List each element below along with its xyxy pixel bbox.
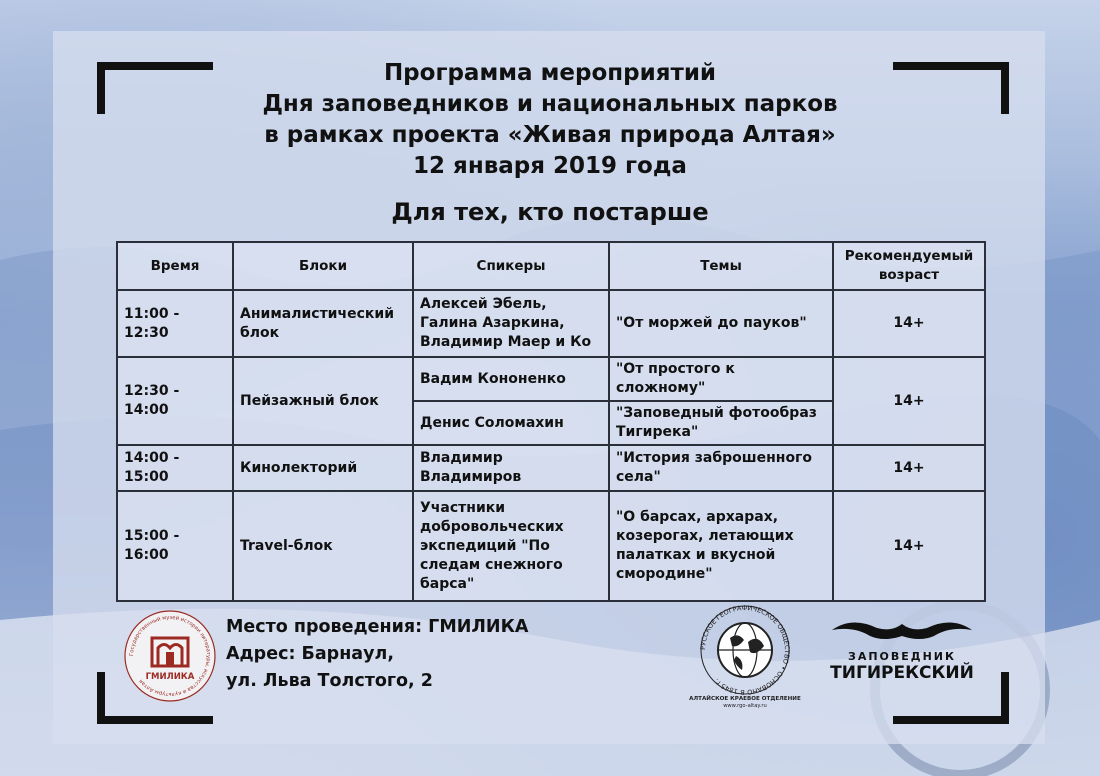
row-block: Travel-блок [233,491,413,601]
header-block: Блоки [233,242,413,290]
svg-text:Государственный музей истории: Государственный музей истории литературы, искусства и культуры Алтая [128,614,212,698]
svg-text:ЗАПОВЕДНИК: ЗАПОВЕДНИК [848,650,956,663]
row-age: 14+ [833,491,985,601]
row-time: 14:00 - 15:00 [117,445,233,491]
row-speaker: Алексей Эбель, Галина Азаркина, Владимир Маер и Ко [413,290,609,357]
audience-subtitle: Для тех, кто постарше [391,198,709,226]
row-time: 12:30 - 14:00 [117,357,233,445]
row-speaker: Участники добровольческих экспедиций "По следам снежного барса" [413,491,609,601]
row-age: 14+ [833,290,985,357]
svg-text:ТИГИРЕКСКИЙ: ТИГИРЕКСКИЙ [830,663,974,683]
title-date: 12 января 2019 года [413,153,687,179]
gmilika-logo [122,608,218,704]
row-topic: "От моржей до пауков" [609,290,833,357]
header-speakers: Спикеры [413,242,609,290]
row-block: Кинолекторий [233,445,413,491]
svg-text:РУССКОЕ ГЕОГРАФИЧЕСКОЕ ОБЩЕСТВ: РУССКОЕ ГЕОГРАФИЧЕСКОЕ ОБЩЕСТВО • ОСНОВАНО В 1845 г. [698,604,792,697]
row-block: Пейзажный блок [233,357,413,445]
venue-info [226,614,528,695]
table-row [117,491,985,601]
title-line-3: в рамках проекта «Живая природа Алтая» [264,122,836,148]
header-topics: Темы [609,242,833,290]
title-line-2: Дня заповедников и национальных парков [262,91,838,117]
row-topic: "О барсах, архарах, козерогах, летающих палатках и вкусной смородине" [609,491,833,601]
svg-text:www.rgo-altay.ru: www.rgo-altay.ru [723,703,767,708]
row-block: Анималистический блок [233,290,413,357]
row-speaker: Вадим Кононенко [413,357,609,401]
row-time: 15:00 - 16:00 [117,491,233,601]
tigireksky-reserve-logo [822,612,982,690]
row-age: 14+ [833,445,985,491]
table-row [117,290,985,357]
venue-address-line-2: ул. Льва Толстого, 2 [226,671,433,691]
bat-wings-icon [832,622,972,639]
schedule-table [116,241,986,602]
header-time: Время [117,242,233,290]
svg-text:ГМИЛИКА: ГМИЛИКА [145,672,195,682]
row-topic: "Заповедный фотообраз Тигирека" [609,401,833,445]
svg-text:АЛТАЙСКОЕ КРАЕВОЕ ОТДЕЛЕНИЕ: АЛТАЙСКОЕ КРАЕВОЕ ОТДЕЛЕНИЕ [689,696,801,702]
row-time: 11:00 - 12:30 [117,290,233,357]
table-row [117,445,985,491]
program-title [150,58,950,182]
title-line-1: Программа мероприятий [383,60,717,86]
row-speaker: Владимир Владимиров [413,445,609,491]
row-topic: "История заброшенного села" [609,445,833,491]
header-age: Рекомендуемый возраст [833,242,985,290]
row-age: 14+ [833,357,985,445]
venue-address-line-1: Адрес: Барнаул, [226,644,394,664]
rgo-logo [686,604,804,708]
row-speaker: Денис Соломахин [413,401,609,445]
table-header-row [117,242,985,290]
table-row [117,357,985,401]
venue-place: Место проведения: ГМИЛИКА [226,617,529,637]
row-topic: "От простого к сложному" [609,357,833,401]
